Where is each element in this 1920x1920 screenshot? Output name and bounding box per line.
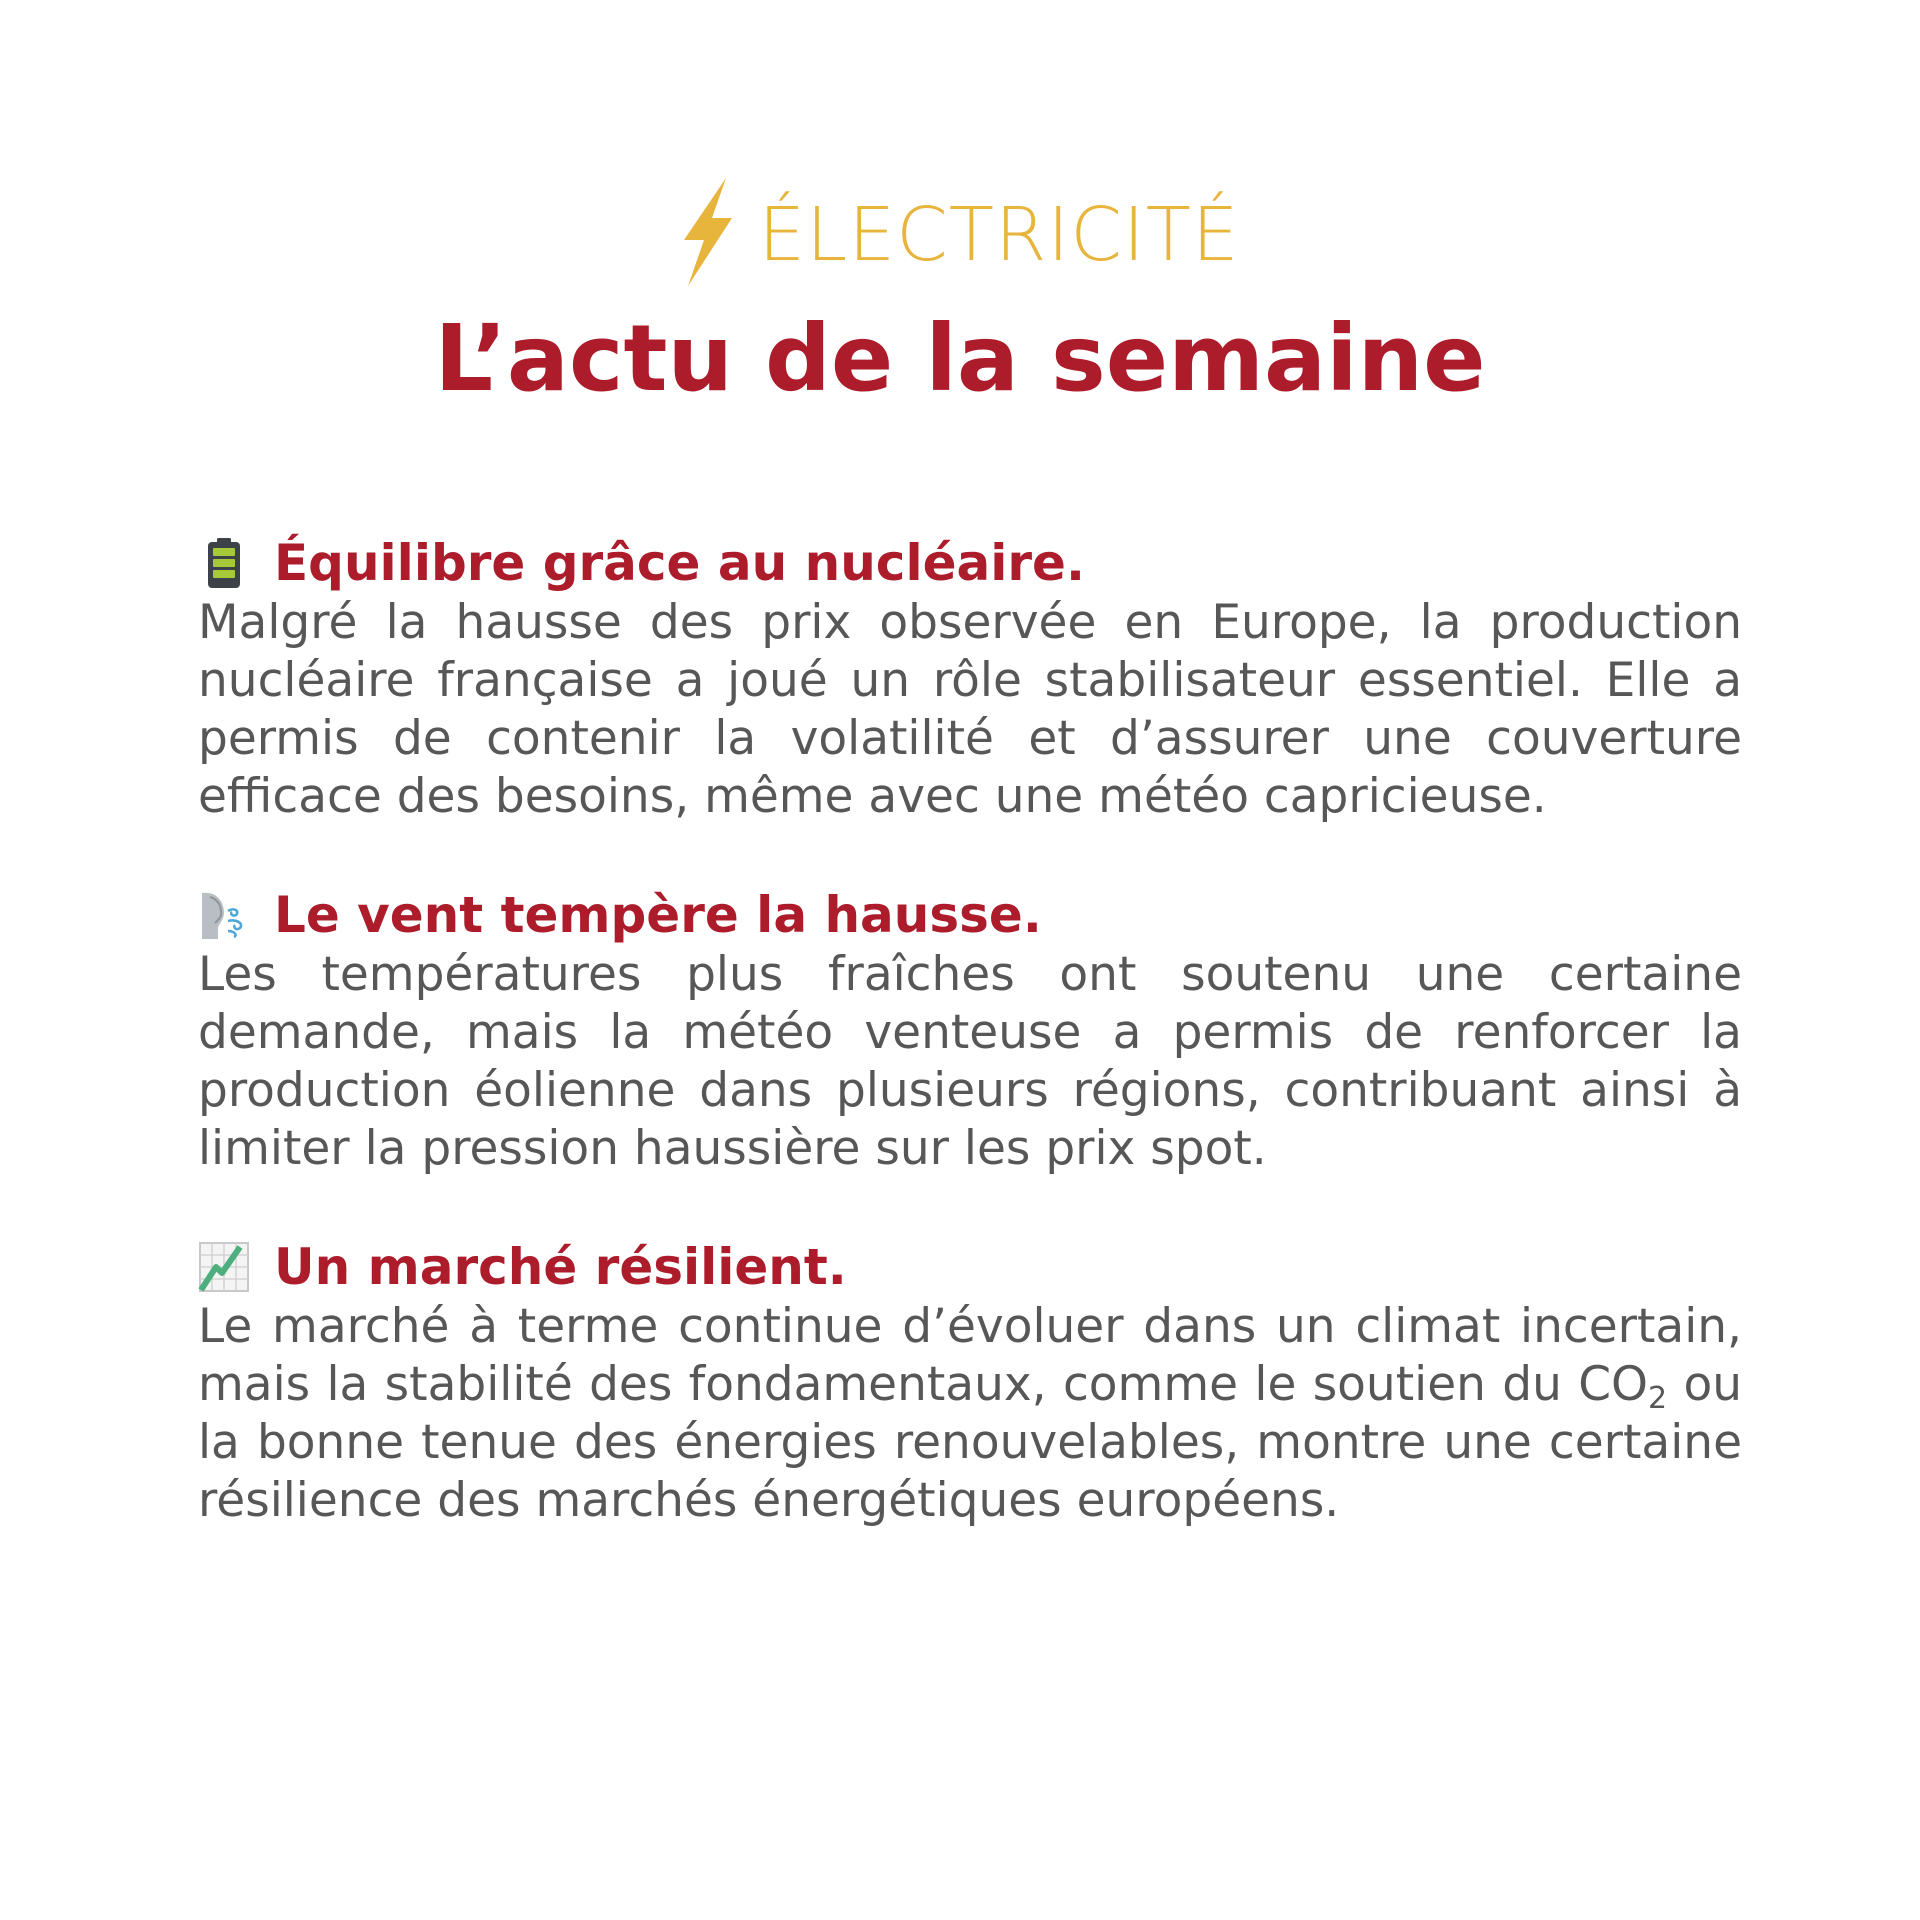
body-text-before: Le marché à terme continue d’évoluer dans un climat incertain, mais la stabilité des fondamentaux, comme le soutien du CO xyxy=(198,1299,1742,1412)
news-item-body xyxy=(198,1298,1742,1530)
category-label: ÉLECTRICITÉ xyxy=(758,192,1240,278)
news-item-title: Un marché résilient. xyxy=(274,1238,847,1296)
battery-icon xyxy=(198,537,250,589)
lightning-bolt-icon xyxy=(680,178,736,286)
news-item-title: Le vent tempère la hausse. xyxy=(274,886,1042,944)
body-text-after: ou la bonne tenue des énergies renouvelables, montre une certaine résilience des marchés énergétiques européens. xyxy=(198,1357,1743,1528)
chart-increasing-icon xyxy=(198,1241,250,1293)
news-item-body: Malgré la hausse des prix observée en Europe, la production nucléaire française a joué un rôle stabilisateur essentiel. Elle a permis de contenir la volatilité et d’assurer une couverture efficace des besoins, même avec une météo capricieuse. xyxy=(198,595,1742,824)
news-item-nuclear xyxy=(198,532,1742,826)
wind-face-icon xyxy=(198,889,250,941)
news-item-market xyxy=(198,1236,1742,1530)
news-item-wind xyxy=(198,884,1742,1178)
news-list xyxy=(198,532,1742,1588)
news-item-body: Les températures plus fraîches ont soutenu une certaine demande, mais la météo venteuse a permis de renforcer la production éolienne dans plusieurs régions, contribuant ainsi à limiter la pression haussière sur les prix spot. xyxy=(198,947,1742,1176)
news-item-header xyxy=(198,1236,1742,1298)
news-item-header xyxy=(198,884,1742,946)
page-title: L’actu de la semaine xyxy=(434,305,1486,412)
category-header xyxy=(0,178,1920,286)
news-item-title: Équilibre grâce au nucléaire. xyxy=(274,534,1085,592)
co2-subscript: 2 xyxy=(1648,1381,1668,1416)
news-item-header xyxy=(198,532,1742,594)
